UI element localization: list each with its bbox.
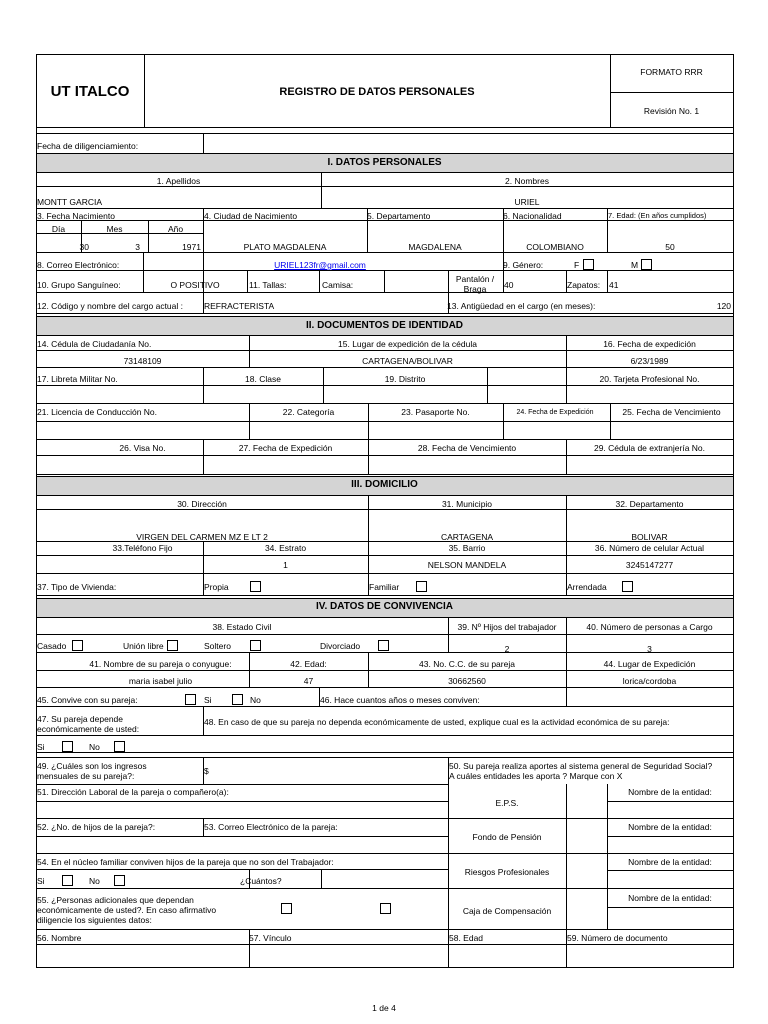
cargo-value[interactable]: REFRACTERISTA xyxy=(204,301,275,311)
direccion-value[interactable]: VIRGEN DEL CARMEN MZ E LT 2 xyxy=(136,532,268,542)
grid-line xyxy=(36,818,734,819)
grid-line xyxy=(36,869,449,870)
fecha-expedicion-label: 16. Fecha de expedición xyxy=(603,339,696,349)
depende-label-2: económicamente de usted: xyxy=(37,724,140,734)
caja-entidad-label: Nombre de la entidad: xyxy=(628,893,712,903)
col-nombre-label: 56. Nombre xyxy=(37,933,82,943)
nombres-label: 2. Nombres xyxy=(505,176,549,186)
apellidos-label: 1. Apellidos xyxy=(156,176,201,186)
genero-f-checkbox[interactable] xyxy=(583,259,594,270)
estrato-label: 34. Estrato xyxy=(264,543,307,553)
grupo-sanguineo-value[interactable]: O POSITIVO xyxy=(170,280,220,290)
genero-f-label: F xyxy=(574,260,580,270)
grid-line xyxy=(36,292,734,293)
edad-label: 7. Edad: (En años cumplidos) xyxy=(608,211,707,220)
propia-label: Propia xyxy=(204,582,229,592)
grid-line xyxy=(36,476,734,477)
grid-line xyxy=(36,967,734,968)
fecha-diligenciamiento-label: Fecha de diligenciamiento: xyxy=(37,141,139,151)
familiar-checkbox[interactable] xyxy=(416,581,427,592)
braga-label: Braga xyxy=(463,284,487,294)
grid-line xyxy=(733,54,734,967)
camisa-label: Camisa: xyxy=(322,280,354,290)
actividad-label: 48. En caso de que su pareja no dependa económicamente de usted, explique cual es la actividad económica de su pareja: xyxy=(204,717,670,727)
grid-line xyxy=(36,385,734,386)
grid-line xyxy=(36,757,734,758)
genero-m-label: M xyxy=(631,260,639,270)
grid-line xyxy=(36,801,449,802)
personas-cargo-value[interactable]: 3 xyxy=(647,644,652,654)
grid-line xyxy=(36,153,734,154)
grid-line xyxy=(36,316,734,317)
pareja-nombre-value[interactable]: maria isabel julio xyxy=(128,676,193,686)
fecha-expedicion-value[interactable]: 6/23/1989 xyxy=(630,356,669,366)
cedula-extranjeria-label: 29. Cédula de extranjería No. xyxy=(593,443,706,453)
zapatos-value[interactable]: 41 xyxy=(609,280,619,290)
divorciado-label: Divorciado xyxy=(320,641,361,651)
grid-line xyxy=(607,836,734,837)
grid-line xyxy=(36,186,734,187)
barrio-label: 35. Barrio xyxy=(448,543,486,553)
estado-civil-label: 38. Estado Civil xyxy=(212,622,272,632)
pantalon-label: Pantalón / xyxy=(455,274,495,284)
tipo-vivienda-label: 37. Tipo de Vivienda: xyxy=(37,582,117,592)
edad-value[interactable]: 50 xyxy=(665,242,675,252)
grid-line xyxy=(36,752,734,753)
municipio-label: 31. Municipio xyxy=(441,499,493,509)
form-title: REGISTRO DE DATOS PERSONALES xyxy=(279,86,475,98)
pasaporte-label: 23. Pasaporte No. xyxy=(401,407,470,417)
section-domicilio: III. DOMICILIO xyxy=(351,479,418,490)
hijos-nucleo-si-label: Si xyxy=(37,876,45,886)
grid-line xyxy=(36,350,734,351)
grid-line xyxy=(487,367,488,403)
fecha-exp-27-label: 27. Fecha de Expedición xyxy=(238,443,333,453)
grid-line xyxy=(607,870,734,871)
hijos-nucleo-si-checkbox[interactable] xyxy=(62,875,73,886)
grid-line xyxy=(323,367,324,403)
correo-label: 8. Correo Electrónico: xyxy=(37,260,120,270)
grid-line xyxy=(607,907,734,908)
grid-line xyxy=(566,687,567,706)
grid-line xyxy=(36,687,734,688)
grid-line xyxy=(36,735,734,736)
convive-no-label: No xyxy=(250,695,261,705)
personas-adicionales-label-3: diligencie los siguientes datos: xyxy=(37,915,152,925)
grid-line xyxy=(36,929,734,930)
cedula-value[interactable]: 73148109 xyxy=(123,356,162,366)
eps-label: E.P.S. xyxy=(495,798,519,808)
correo-pareja-label: 53. Correo Electrónico de la pareja: xyxy=(204,822,338,832)
ingresos-label-2: mensuales de su pareja?: xyxy=(37,771,135,781)
grid-line xyxy=(36,403,734,404)
departamento-label: 5. Departamento xyxy=(367,211,431,221)
grid-line xyxy=(566,784,567,929)
grid-line xyxy=(36,270,734,271)
fecha-nacimiento-label: 3. Fecha Nacimiento xyxy=(37,211,115,221)
grid-line xyxy=(143,252,144,270)
hijos-nucleo-label: 54. En el núcleo familiar conviven hijos de la pareja que no son del Trabajador: xyxy=(37,857,334,867)
pareja-edad-value[interactable]: 47 xyxy=(303,676,314,686)
fecha-venc-28-label: 28. Fecha de Vencimiento xyxy=(417,443,517,453)
col-vinculo-label: 57. Vínculo xyxy=(249,933,292,943)
convive-si-checkbox-left[interactable] xyxy=(185,694,196,705)
mes-label: Mes xyxy=(106,224,123,234)
genero-label: 9. Género: xyxy=(503,260,544,270)
personas-adicionales-label: 55. ¿Personas adicionales que dependan xyxy=(37,895,194,905)
telefono-label: 33.Teléfono Fijo xyxy=(112,543,173,553)
antiguedad-value[interactable]: 120 xyxy=(716,301,731,311)
grid-line xyxy=(36,127,734,128)
pareja-lugar-label: 44. Lugar de Expedición xyxy=(603,659,696,669)
format-code: FORMATO RRR xyxy=(640,67,703,77)
riesgos-entidad-label: Nombre de la entidad: xyxy=(628,857,712,867)
departamento-domicilio-value[interactable]: BOLIVAR xyxy=(631,532,668,542)
grid-line xyxy=(36,495,734,496)
estrato-value[interactable]: 1 xyxy=(283,560,288,570)
visa-label: 26. Visa No. xyxy=(119,443,166,453)
antiguedad-label: 13. Antigüedad en el cargo (en meses): xyxy=(447,301,596,311)
caja-compensacion-label: Caja de Compensación xyxy=(462,906,552,916)
company-name: UT ITALCO xyxy=(50,83,130,100)
grid-line xyxy=(203,133,204,153)
nombres-value[interactable]: URIEL xyxy=(514,197,540,207)
soltero-checkbox[interactable] xyxy=(250,640,261,651)
grid-line xyxy=(36,439,734,440)
depende-label: 47. Su pareja depende xyxy=(37,714,124,724)
grid-line xyxy=(36,944,734,945)
section-documentos: II. DOCUMENTOS DE IDENTIDAD xyxy=(305,320,464,331)
depende-si-label: Si xyxy=(37,742,45,752)
grid-line xyxy=(36,555,734,556)
page-number: 1 de 4 xyxy=(372,1003,396,1013)
grid-line xyxy=(36,133,734,134)
anio-value[interactable]: 1971 xyxy=(182,242,201,252)
apellidos-value[interactable]: MONTT GARCIA xyxy=(37,197,103,207)
personas-adicionales-si-checkbox[interactable] xyxy=(281,903,292,914)
grid-line xyxy=(36,421,734,422)
grid-line xyxy=(36,670,734,671)
grid-line xyxy=(36,853,734,854)
correo-link[interactable]: URIEL123fr@gmail.com xyxy=(274,260,366,270)
fecha-diligenciamiento-field[interactable] xyxy=(206,141,732,153)
propia-checkbox[interactable] xyxy=(250,581,261,592)
pareja-cc-label: 43. No. C.C. de su pareja xyxy=(419,659,515,669)
hace-cuanto-label: 46. Hace cuantos años o meses conviven: xyxy=(320,695,480,705)
cargo-label: 12. Código y nombre del cargo actual : xyxy=(37,301,184,311)
distrito-label: 19. Distrito xyxy=(384,374,426,384)
grid-line xyxy=(610,92,734,93)
convive-label: 45. Convive con su pareja: xyxy=(37,695,138,705)
personas-adicionales-no-checkbox[interactable] xyxy=(380,903,391,914)
union-libre-label: Unión libre xyxy=(123,641,164,651)
celular-label: 36. Número de celular Actual xyxy=(594,543,705,553)
col-edad-label: 58. Edad xyxy=(449,933,484,943)
ciudad-nacimiento-value[interactable]: PLATO MAGDALENA xyxy=(243,242,327,252)
grid-line xyxy=(36,634,734,635)
union-libre-checkbox[interactable] xyxy=(167,640,178,651)
pareja-edad-label: 42. Edad: xyxy=(290,659,327,669)
hijos-nucleo-no-label: No xyxy=(89,876,100,886)
grid-line xyxy=(36,509,734,510)
col-documento-label: 59. Número de documento xyxy=(567,933,668,943)
grid-line xyxy=(203,367,204,403)
familiar-label: Familiar xyxy=(369,582,400,592)
fecha-exp-24-label: 24. Fecha de Expedición xyxy=(516,409,594,416)
dia-label: Día xyxy=(51,224,66,234)
grid-line xyxy=(36,54,734,55)
grid-line xyxy=(36,598,734,599)
pareja-cc-value[interactable]: 30662560 xyxy=(448,676,486,686)
pareja-lugar-value[interactable]: lorica/cordoba xyxy=(622,676,677,686)
pantalon-value[interactable]: 40 xyxy=(504,280,514,290)
grid-line xyxy=(321,869,322,888)
fecha-venc-25-label: 25. Fecha de Vencimiento xyxy=(622,407,721,417)
grid-line xyxy=(36,208,734,209)
barrio-value[interactable]: NELSON MANDELA xyxy=(427,560,507,570)
eps-entidad-label: Nombre de la entidad: xyxy=(628,787,712,797)
grid-line xyxy=(36,455,734,456)
lugar-expedicion-label: 15. Lugar de expedición de la cédula xyxy=(338,339,477,349)
casado-label: Casado xyxy=(37,641,67,651)
departamento-value[interactable]: MAGDALENA xyxy=(408,242,462,252)
grid-line xyxy=(607,270,608,292)
personas-cargo-label: 40. Número de personas a Cargo xyxy=(586,622,713,632)
grid-line xyxy=(36,474,734,475)
anio-label: Año xyxy=(167,224,184,234)
grid-line xyxy=(36,172,734,173)
tallas-label: 11. Tallas: xyxy=(249,280,287,290)
arrendada-label: Arrendada xyxy=(567,582,607,592)
grid-line xyxy=(448,757,449,929)
dia-value[interactable]: 30 xyxy=(79,242,89,252)
pension-entidad-label: Nombre de la entidad: xyxy=(628,822,712,832)
grid-line xyxy=(319,270,320,292)
depende-si-checkbox[interactable] xyxy=(62,741,73,752)
grid-line xyxy=(36,706,734,707)
personas-adicionales-label-2: económicamente de usted?. En caso afirmativo xyxy=(37,905,217,915)
zapatos-label: Zapatos: xyxy=(567,280,601,290)
nacionalidad-value[interactable]: COLOMBIANO xyxy=(526,242,584,252)
categoria-label: 22. Categoría xyxy=(282,407,335,417)
grid-line xyxy=(36,888,734,889)
grid-line xyxy=(247,270,248,292)
tarjeta-profesional-label: 20. Tarjeta Profesional No. xyxy=(599,374,700,384)
divorciado-checkbox[interactable] xyxy=(378,640,389,651)
licencia-label: 21. Licencia de Conducción No. xyxy=(37,407,158,417)
grid-line xyxy=(384,270,385,292)
grid-line xyxy=(36,595,734,596)
convive-si-checkbox[interactable] xyxy=(232,694,243,705)
nacionalidad-label: 6. Nacionalidad xyxy=(503,211,562,221)
grid-line xyxy=(36,335,734,336)
grid-line xyxy=(566,367,567,403)
grid-line xyxy=(36,313,734,314)
aportes-label-2: A cuáles entidades les aporta ? Marque con X xyxy=(449,771,623,781)
section-datos-personales: I. DATOS PERSONALES xyxy=(327,157,442,168)
arrendada-checkbox[interactable] xyxy=(622,581,633,592)
mes-value[interactable]: 3 xyxy=(135,242,140,252)
grid-line xyxy=(36,784,449,785)
ingresos-currency: $ xyxy=(204,766,209,776)
depende-no-label: No xyxy=(89,742,100,752)
grid-line xyxy=(36,836,449,837)
section-convivencia: IV. DATOS DE CONVIVENCIA xyxy=(315,601,454,612)
ciudad-nacimiento-label: 4. Ciudad de Nacimiento xyxy=(204,211,298,221)
libreta-militar-label: 17. Libreta Militar No. xyxy=(37,374,118,384)
hijos-pareja-label: 52. ¿No. de hijos de la pareja?: xyxy=(37,822,156,832)
grid-line xyxy=(607,801,734,802)
casado-checkbox[interactable] xyxy=(72,640,83,651)
lugar-expedicion-value[interactable]: CARTAGENA/BOLIVAR xyxy=(362,356,453,366)
grid-line xyxy=(36,252,734,253)
hijos-nucleo-no-checkbox[interactable] xyxy=(114,875,125,886)
dir-laboral-label: 51. Dirección Laboral de la pareja o compañero(a): xyxy=(37,787,229,797)
departamento-domicilio-label: 32. Departamento xyxy=(615,499,684,509)
municipio-value[interactable]: CARTAGENA xyxy=(440,532,494,542)
hijos-trabajador-label: 39. Nº Hijos del trabajador xyxy=(457,622,557,632)
revision-number: Revisión No. 1 xyxy=(643,106,700,116)
grid-line xyxy=(36,573,734,574)
soltero-label: Soltero xyxy=(204,641,231,651)
grupo-sanguineo-label: 10. Grupo Sanguíneo: xyxy=(37,280,121,290)
celular-value[interactable]: 3245147277 xyxy=(625,560,674,570)
grid-line xyxy=(36,617,734,618)
fondo-pension-label: Fondo de Pensión xyxy=(472,832,542,842)
hijos-trabajador-value[interactable]: 2 xyxy=(504,644,510,654)
grid-line xyxy=(610,54,611,127)
riesgos-label: Riesgos Profesionales xyxy=(464,867,550,877)
cedula-label: 14. Cédula de Ciudadanía No. xyxy=(37,339,152,349)
grid-line xyxy=(36,367,734,368)
pareja-nombre-label: 41. Nombre de su pareja o conyugue: xyxy=(89,659,232,669)
ingresos-label: 49. ¿Cuáles son los ingresos xyxy=(37,761,147,771)
genero-m-checkbox[interactable] xyxy=(641,259,652,270)
depende-no-checkbox[interactable] xyxy=(114,741,125,752)
cuantos-label: ¿Cuántos? xyxy=(240,876,282,886)
aportes-label: 50. Su pareja realiza aportes al sistema general de Seguridad Social? xyxy=(449,761,713,771)
clase-label: 18. Clase xyxy=(245,374,281,384)
direccion-label: 30. Dirección xyxy=(177,499,227,509)
convive-si-label: Si xyxy=(204,695,212,705)
